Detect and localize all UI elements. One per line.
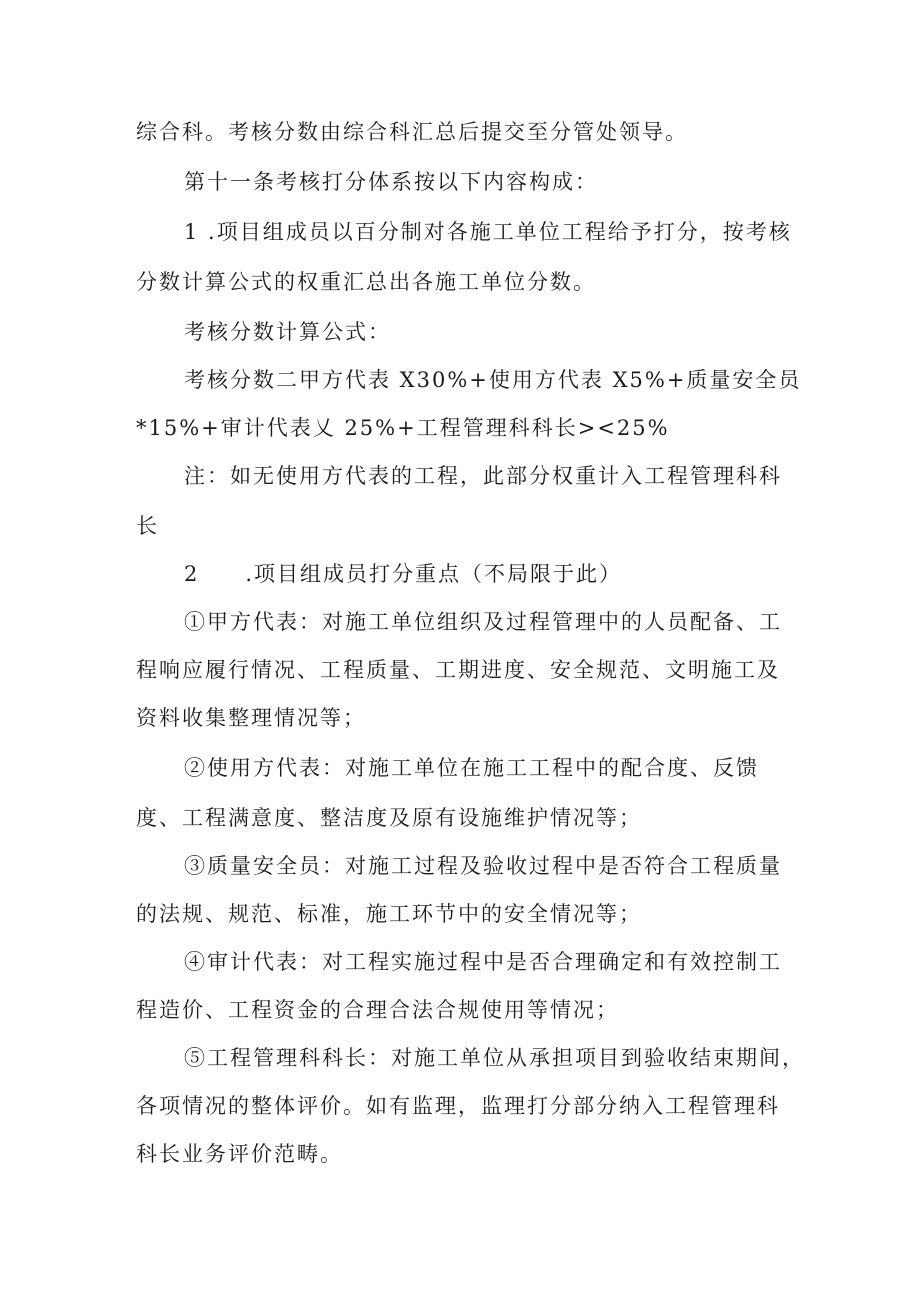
text-line-9: 长 bbox=[136, 514, 159, 538]
text-line-12: 程响应履行情况、工程质量、工期进度、安全规范、文明施工及 bbox=[136, 658, 780, 682]
text-line-7: *15%+审计代表乂 25%+工程管理科科长><25% bbox=[136, 416, 670, 440]
text-line-6: 考核分数二甲方代表 X30%+使用方代表 X5%+质量安全员 bbox=[184, 368, 802, 392]
text-line-19: 程造价、工程资金的合理合法合规使用等情况； bbox=[136, 998, 619, 1022]
text-line-10: 2 .项目组成员打分重点（不局限于此） bbox=[184, 562, 623, 586]
text-line-11: ①甲方代表：对施工单位组织及过程管理中的人员配备、工 bbox=[184, 610, 782, 634]
text-line-13: 资料收集整理情况等； bbox=[136, 706, 366, 730]
text-line-1: 综合科。考核分数由综合科汇总后提交至分管处领导。 bbox=[136, 120, 688, 144]
text-line-4: 分数计算公式的权重汇总出各施工单位分数。 bbox=[136, 270, 596, 294]
text-line-15: 度、工程满意度、整洁度及原有设施维护情况等； bbox=[136, 806, 642, 830]
text-line-14: ②使用方代表：对施工单位在施工工程中的配合度、反馈 bbox=[184, 756, 759, 780]
text-line-16: ③质量安全员：对施工过程及验收过程中是否符合工程质量 bbox=[184, 854, 782, 878]
text-line-17: 的法规、规范、标准，施工环节中的安全情况等； bbox=[136, 902, 642, 926]
text-line-21: 各项情况的整体评价。如有监理，监理打分部分纳入工程管理科 bbox=[136, 1094, 780, 1118]
text-line-5: 考核分数计算公式： bbox=[184, 320, 391, 344]
text-line-18: ④审计代表：对工程实施过程中是否合理确定和有效控制工 bbox=[184, 950, 782, 974]
text-line-3: 1 .项目组成员以百分制对各施工单位工程给予打分，按考核 bbox=[184, 220, 792, 244]
text-line-8: 注：如无使用方代表的工程，此部分权重计入工程管理科科 bbox=[184, 464, 782, 488]
text-line-22: 科长业务评价范畴。 bbox=[136, 1142, 343, 1166]
text-line-20: ⑤工程管理科科长：对施工单位从承担项目到验收结束期间， bbox=[184, 1046, 805, 1070]
text-line-2: 第十一条考核打分体系按以下内容构成： bbox=[184, 170, 598, 194]
